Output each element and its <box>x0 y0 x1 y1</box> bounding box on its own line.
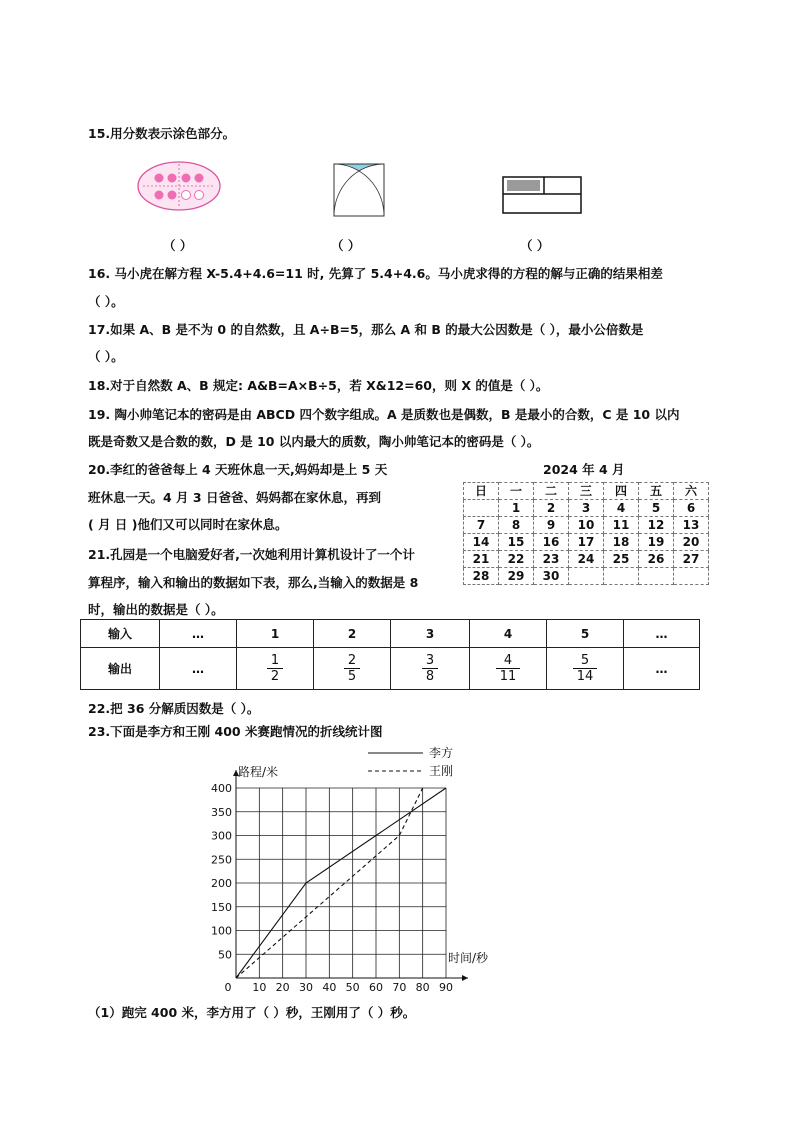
io-output-value <box>314 648 391 690</box>
race-line-chart <box>211 740 505 994</box>
calendar-cell: 13 <box>674 517 709 534</box>
fraction-denominator: 8 <box>425 669 435 684</box>
calendar-cell <box>464 500 499 517</box>
io-input-value: 5 <box>547 620 624 648</box>
io-input-value: 2 <box>314 620 391 648</box>
calendar-cell <box>604 568 639 585</box>
io-output-value <box>237 648 314 690</box>
calendar-cell: 六 <box>674 483 709 500</box>
io-output-value <box>391 648 470 690</box>
fraction <box>344 653 360 684</box>
calendar-cell: 3 <box>569 500 604 517</box>
q17-line2[interactable]: （ ）。 <box>88 349 124 364</box>
q22-text[interactable]: 22.把 36 分解质因数是（ ）。 <box>88 701 260 716</box>
calendar-cell: 四 <box>604 483 639 500</box>
calendar-cell <box>569 568 604 585</box>
y-tick-label: 350 <box>211 805 232 819</box>
q19-line1: 19. 陶小帅笔记本的密码是由 ABCD 四个数字组成。A 是质数也是偶数，B 是最小的合数，C 是 10 以内 <box>88 407 680 422</box>
calendar-week-row <box>464 500 709 517</box>
x-tick-label: 30 <box>299 981 313 994</box>
ellipse-dots-figure <box>137 160 221 212</box>
calendar-cell: 12 <box>639 517 674 534</box>
y-tick-label: 300 <box>211 829 232 843</box>
calendar-cell: 22 <box>499 551 534 568</box>
calendar-cell: 14 <box>464 534 499 551</box>
y-tick-label: 100 <box>211 924 232 938</box>
q16-line2[interactable]: （ ）。 <box>88 294 124 309</box>
io-ellipsis: … <box>624 648 700 690</box>
calendar-cell <box>674 568 709 585</box>
fraction-denominator: 5 <box>347 669 357 684</box>
calendar-table <box>463 482 709 585</box>
y-tick-label: 250 <box>211 853 232 867</box>
io-input-value: 3 <box>391 620 470 648</box>
calendar-cell: 16 <box>534 534 569 551</box>
q15-blank-2[interactable]: （ ） <box>331 238 361 253</box>
calendar-cell: 28 <box>464 568 499 585</box>
x-tick-label: 90 <box>439 981 453 994</box>
calendar-cell: 二 <box>534 483 569 500</box>
calendar-week-row <box>464 534 709 551</box>
q15-blank-3[interactable]: （ ） <box>520 238 550 253</box>
legend-solid-label: 李方 <box>429 746 454 760</box>
io-ellipsis: … <box>624 620 700 648</box>
calendar-cell: 25 <box>604 551 639 568</box>
calendar-cell: 三 <box>569 483 604 500</box>
fraction-numerator: 4 <box>496 653 521 669</box>
q23-sub1[interactable]: （1）跑完 400 米，李方用了（ ）秒，王刚用了（ ）秒。 <box>88 1005 416 1020</box>
x-tick-label: 60 <box>369 981 383 994</box>
fraction-denominator: 14 <box>576 669 594 684</box>
fraction-numerator: 5 <box>573 653 598 669</box>
calendar-cell: 6 <box>674 500 709 517</box>
fraction-numerator: 2 <box>344 653 360 669</box>
fraction-numerator: 3 <box>422 653 438 669</box>
calendar-cell: 7 <box>464 517 499 534</box>
fraction-numerator: 1 <box>267 653 283 669</box>
q20-line3[interactable]: ( 月 日 )他们又可以同时在家休息。 <box>88 517 288 532</box>
x-tick-label: 20 <box>275 981 290 994</box>
calendar-cell: 21 <box>464 551 499 568</box>
io-output-value <box>547 648 624 690</box>
x-tick-label: 50 <box>345 981 360 994</box>
q18-text: 18.对于自然数 A、B 规定: A&B=A×B÷5，若 X&12=60，则 X 的值是（ ）。 <box>88 378 549 393</box>
calendar-cell: 23 <box>534 551 569 568</box>
calendar-header-row <box>464 483 709 500</box>
calendar-cell: 27 <box>674 551 709 568</box>
x-tick-label: 0 <box>224 981 232 994</box>
calendar-cell: 4 <box>604 500 639 517</box>
calendar-cell: 8 <box>499 517 534 534</box>
q21-line3[interactable]: 时，输出的数据是（ ）。 <box>88 602 224 617</box>
calendar-cell: 11 <box>604 517 639 534</box>
calendar-cell: 日 <box>464 483 499 500</box>
y-tick-label: 200 <box>211 877 232 890</box>
q20-line2: 班休息一天。4 月 3 日爸爸、妈妈都在家休息，再到 <box>88 490 381 505</box>
calendar-cell: 5 <box>639 500 674 517</box>
x-tick-label: 70 <box>392 981 407 994</box>
calendar-cell: 1 <box>499 500 534 517</box>
x-tick-label: 40 <box>322 981 337 994</box>
q20-line1: 20.李红的爸爸每上 4 天班休息一天,妈妈却是上 5 天 <box>88 462 388 477</box>
calendar-cell: 2 <box>534 500 569 517</box>
x-tick-label: 10 <box>252 981 267 994</box>
x-axis-label: 时间/秒 <box>448 951 489 965</box>
io-input-value: 1 <box>237 620 314 648</box>
io-output-label: 输出 <box>81 648 160 690</box>
calendar-cell: 29 <box>499 568 534 585</box>
fraction <box>422 653 438 684</box>
calendar-cell: 15 <box>499 534 534 551</box>
io-input-value: 4 <box>470 620 547 648</box>
calendar-cell: 五 <box>639 483 674 500</box>
q15-blank-1[interactable]: （ ） <box>163 238 193 253</box>
q17-line1: 17.如果 A、B 是不为 0 的自然数，且 A÷B=5，那么 A 和 B 的最大公因数是（ ），最小公倍数是 <box>88 322 644 337</box>
io-ellipsis: … <box>160 620 237 648</box>
y-tick-label: 400 <box>211 782 232 795</box>
calendar-cell: 9 <box>534 517 569 534</box>
calendar-week-row <box>464 551 709 568</box>
calendar-cell <box>639 568 674 585</box>
fraction <box>267 653 283 684</box>
calendar-week-row <box>464 517 709 534</box>
q23-text: 23.下面是李方和王刚 400 米赛跑情况的折线统计图 <box>88 724 383 739</box>
calendar-cell: 17 <box>569 534 604 551</box>
fraction <box>573 653 598 684</box>
calendar-cell: 18 <box>604 534 639 551</box>
calendar-cell: 20 <box>674 534 709 551</box>
fraction <box>496 653 521 684</box>
rectangle-parts-figure <box>502 176 582 214</box>
y-tick-label: 50 <box>218 948 232 962</box>
q15-prompt: 15.用分数表示涂色部分。 <box>88 126 236 141</box>
calendar-cell: 10 <box>569 517 604 534</box>
calendar-cell: 24 <box>569 551 604 568</box>
calendar-cell: 26 <box>639 551 674 568</box>
legend-dashed-label: 王刚 <box>429 764 454 778</box>
calendar-cell: 一 <box>499 483 534 500</box>
io-ellipsis: … <box>160 648 237 690</box>
q16-line1: 16. 马小虎在解方程 X-5.4+4.6=11 时, 先算了 5.4+4.6。马小虎求得的方程的解与正确的结果相差 <box>88 266 663 281</box>
io-table <box>80 619 700 690</box>
y-axis-label: 路程/米 <box>238 765 279 779</box>
q21-line2: 算程序，输入和输出的数据如下表，那么,当输入的数据是 8 <box>88 575 419 590</box>
fraction-denominator: 2 <box>270 669 280 684</box>
io-input-label: 输入 <box>81 620 160 648</box>
calendar-week-row <box>464 568 709 585</box>
q19-line2: 既是奇数又是合数的数，D 是 10 以内最大的质数，陶小帅笔记本的密码是（ ）。 <box>88 434 540 449</box>
square-arcs-figure <box>333 163 385 217</box>
calendar-cell: 30 <box>534 568 569 585</box>
y-tick-label: 150 <box>211 900 232 914</box>
x-axis-arrow <box>462 975 468 981</box>
io-output-value <box>470 648 547 690</box>
q21-line1: 21.孔园是一个电脑爱好者,一次她利用计算机设计了一个计 <box>88 547 415 562</box>
x-tick-label: 80 <box>415 981 430 994</box>
calendar-title: 2024 年 4 月 <box>543 462 625 477</box>
calendar-cell: 19 <box>639 534 674 551</box>
fraction-denominator: 11 <box>499 669 517 684</box>
